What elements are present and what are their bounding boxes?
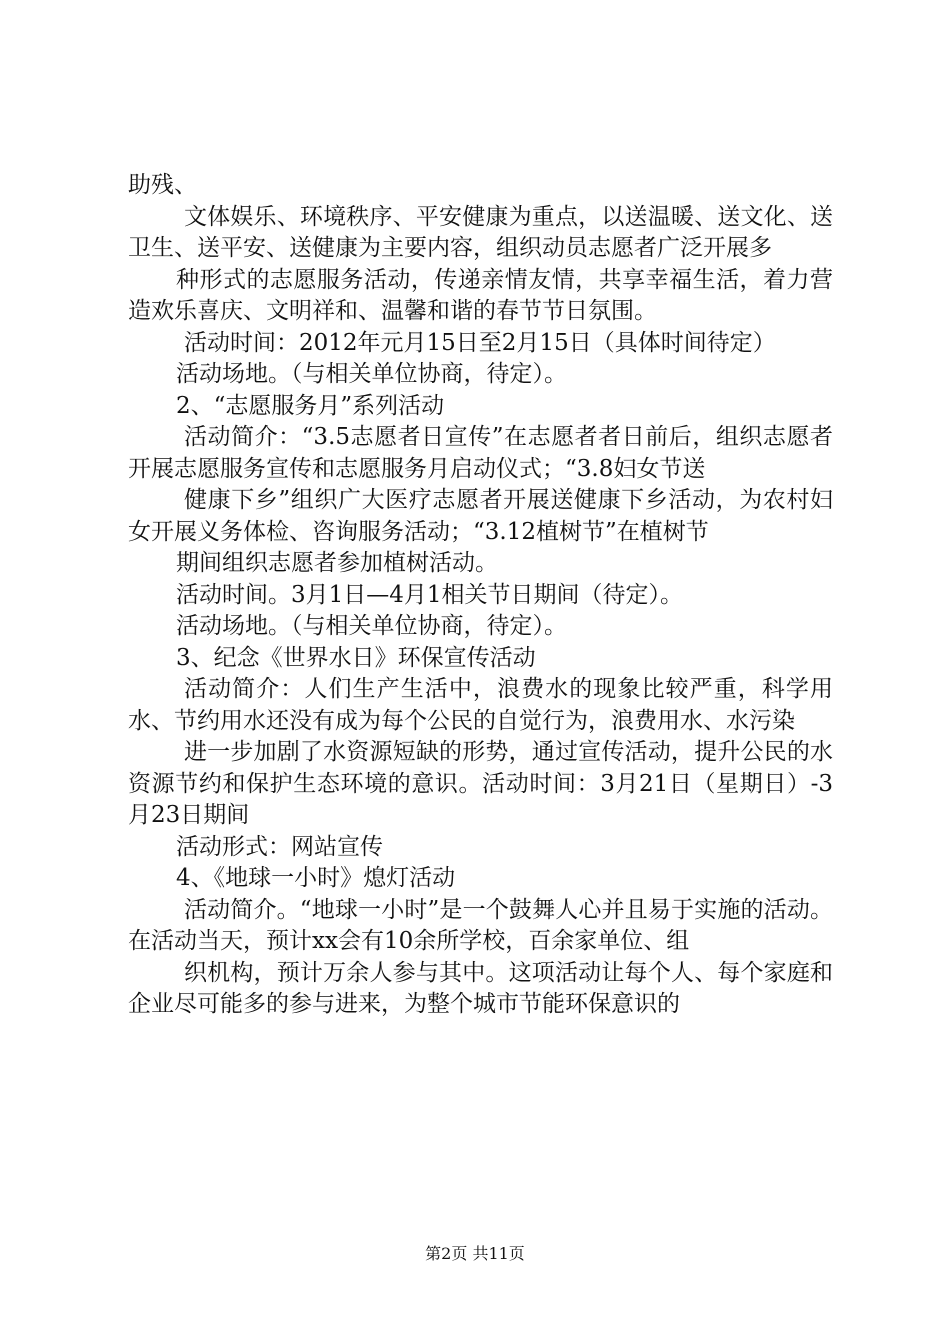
section-heading-2: 2、“志愿服务月”系列活动 (176, 392, 445, 419)
document-body (128, 170, 833, 1021)
paragraph-18: 织机构，预计万余人参与其中。这项活动让每个人、每个家庭和企业尽可能多的参与进来，为整个城市节能环保意识的 (128, 959, 833, 1017)
paragraph-2: 文体娱乐、环境秩序、平安健康为重点，以送温暖、送文化、送卫生、送平安、送健康为主要内容，组织动员志愿者广泛开展多 (128, 203, 833, 261)
page-footer (0, 1244, 950, 1264)
paragraph-11: 活动场地。（与相关单位协商，待定）。 (176, 613, 567, 639)
page-number-label: 第2页 共11页 (425, 1244, 525, 1263)
paragraph-14: 进一步加剧了水资源短缺的形势，通过宣传活动，提升公民的水资源节约和保护生态环境的意识。活动时间：3月21日（星期日）-3月23日期间 (128, 739, 833, 828)
paragraph-13: 活动简介：人们生产生活中，浪费水的现象比较严重，科学用水、节约用水还没有成为每个公民的自觉行为，浪费用水、水污染 (128, 676, 833, 734)
paragraph-4: 活动时间：2012年元月15日至2月15日（具体时间待定） (184, 329, 776, 356)
paragraph-1: 助残、 (128, 172, 197, 198)
paragraph-17: 活动简介。“地球一小时”是一个鼓舞人心并且易于实施的活动。在活动当天，预计xx会有10余所学校，百余家单位、组 (128, 896, 833, 954)
paragraph-9: 期间组织志愿者参加植树活动。 (176, 550, 498, 576)
paragraph-5: 活动场地。（与相关单位协商，待定）。 (176, 361, 567, 387)
paragraph-8: 健康下乡”组织广大医疗志愿者开展送健康下乡活动，为农村妇女开展义务体检、咨询服务活动；“3.12植树节”在植树节 (128, 487, 833, 545)
section-heading-4: 4、《地球一小时》熄灯活动 (176, 865, 456, 891)
paragraph-15: 活动形式：网站宣传 (176, 833, 383, 860)
paragraph-10: 活动时间。3月1日—4月1相关节日期间（待定）。 (176, 581, 684, 608)
paragraph-3: 种形式的志愿服务活动，传递亲情友情，共享幸福生活，着力营造欢乐喜庆、文明祥和、温馨和谐的春节节日氛围。 (128, 266, 833, 324)
paragraph-7: 活动简介：“3.5志愿者日宣传”在志愿者者日前后，组织志愿者开展志愿服务宣传和志愿服务月启动仪式；“3.8妇女节送 (128, 424, 833, 482)
section-heading-3: 3、纪念《世界水日》环保宣传活动 (176, 644, 536, 671)
